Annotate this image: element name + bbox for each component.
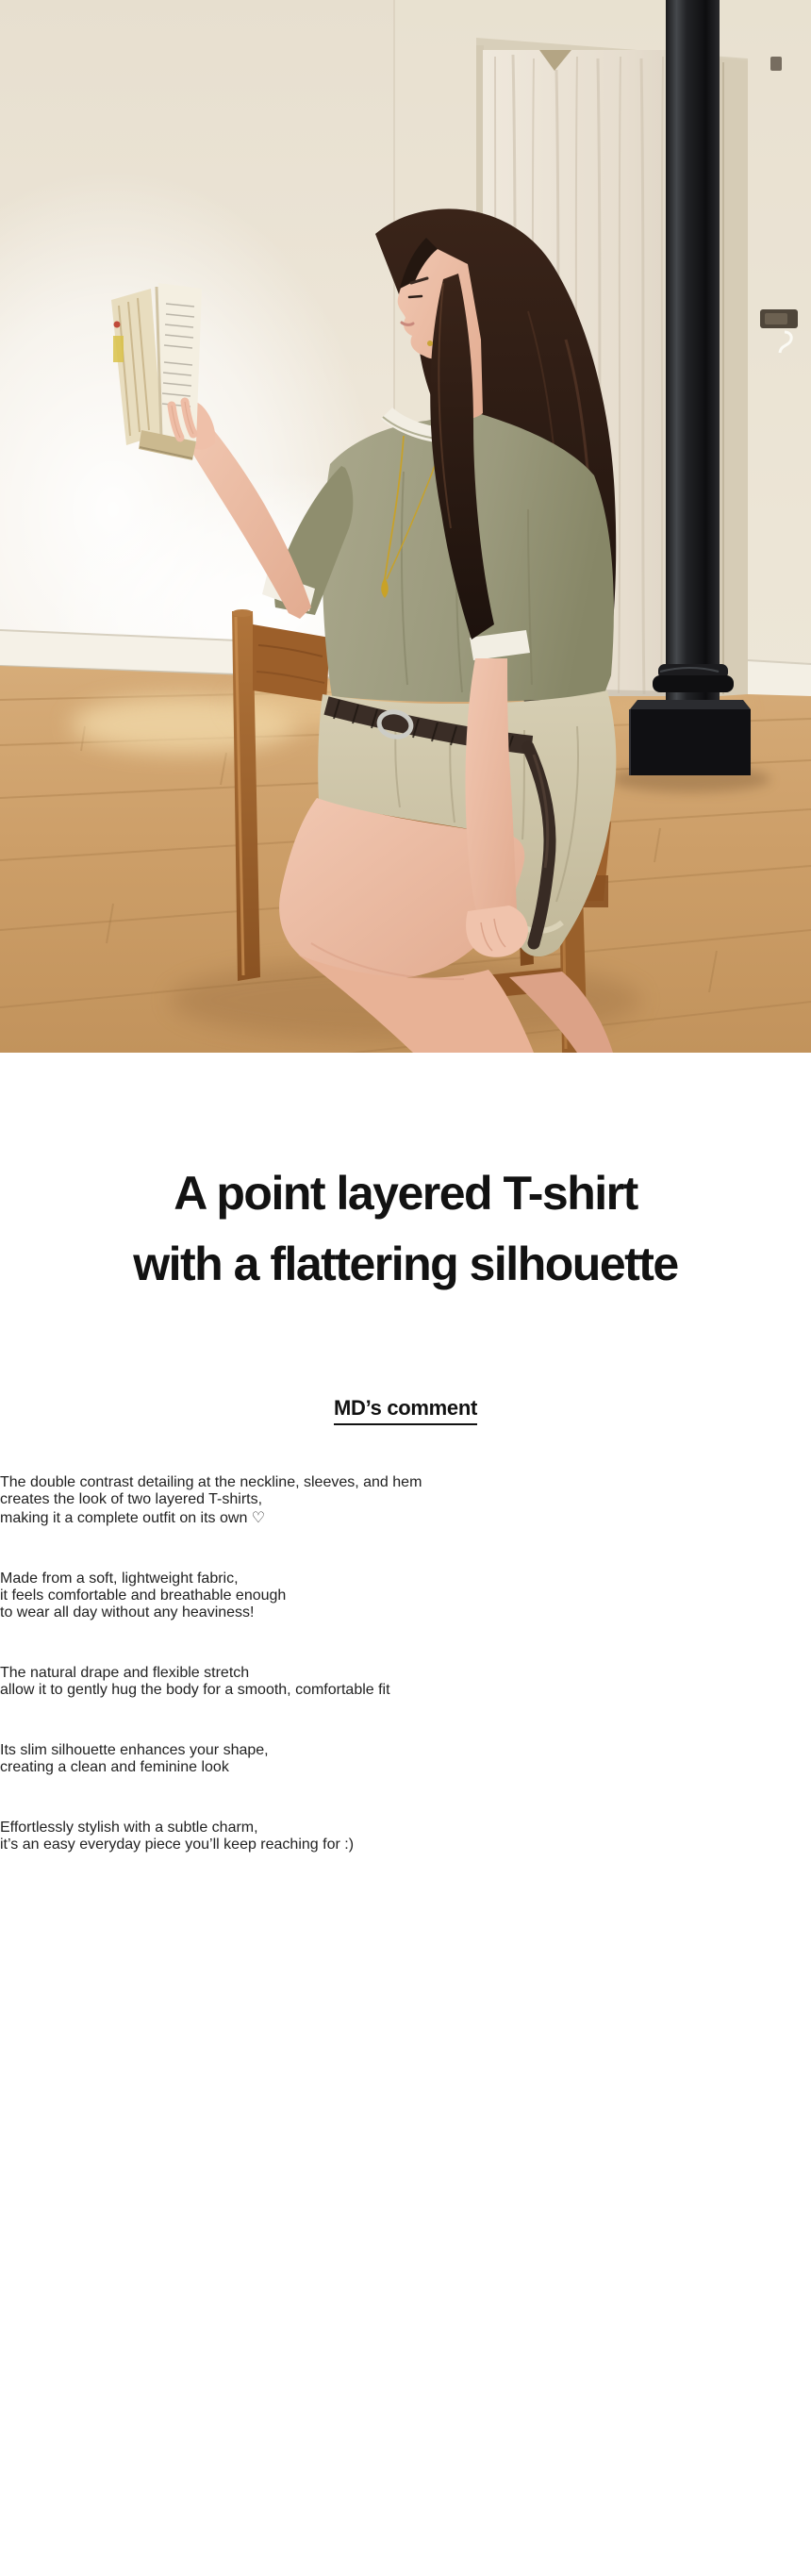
md-comment-wrap	[0, 1396, 811, 1425]
headline-line-2: with a flattering silhouette	[133, 1238, 678, 1290]
headline	[0, 1158, 811, 1300]
copy-line: allow it to gently hug the body for a smooth, comfortable fit	[0, 1682, 390, 1698]
copy-line: Made from a soft, lightweight fabric,	[0, 1571, 239, 1587]
copy-line: it’s an easy everyday piece you’ll keep reaching for :)	[0, 1836, 355, 1853]
headline-line-1: A point layered T-shirt	[174, 1167, 637, 1220]
copy-line: The natural drape and flexible stretch	[0, 1665, 250, 1681]
md-comment-label: MD’s comment	[334, 1396, 477, 1425]
copy-line: to wear all day without any heaviness!	[0, 1604, 255, 1620]
copy-line: creates the look of two layered T-shirts,	[0, 1491, 263, 1507]
copy-line: Effortlessly stylish with a subtle charm,	[0, 1820, 258, 1836]
copy-line: making it a complete outfit on its own ♡	[0, 1510, 266, 1526]
lookbook-photo-illustration	[0, 0, 811, 1053]
copy-line: it feels comfortable and breathable enough	[0, 1587, 287, 1604]
product-photo	[0, 0, 811, 1053]
copy-line: The double contrast detailing at the neckline, sleeves, and hem	[0, 1474, 422, 1490]
product-copy	[0, 1474, 811, 1853]
copy-line: Its slim silhouette enhances your shape,	[0, 1742, 269, 1758]
copy-line: creating a clean and feminine look	[0, 1759, 229, 1775]
